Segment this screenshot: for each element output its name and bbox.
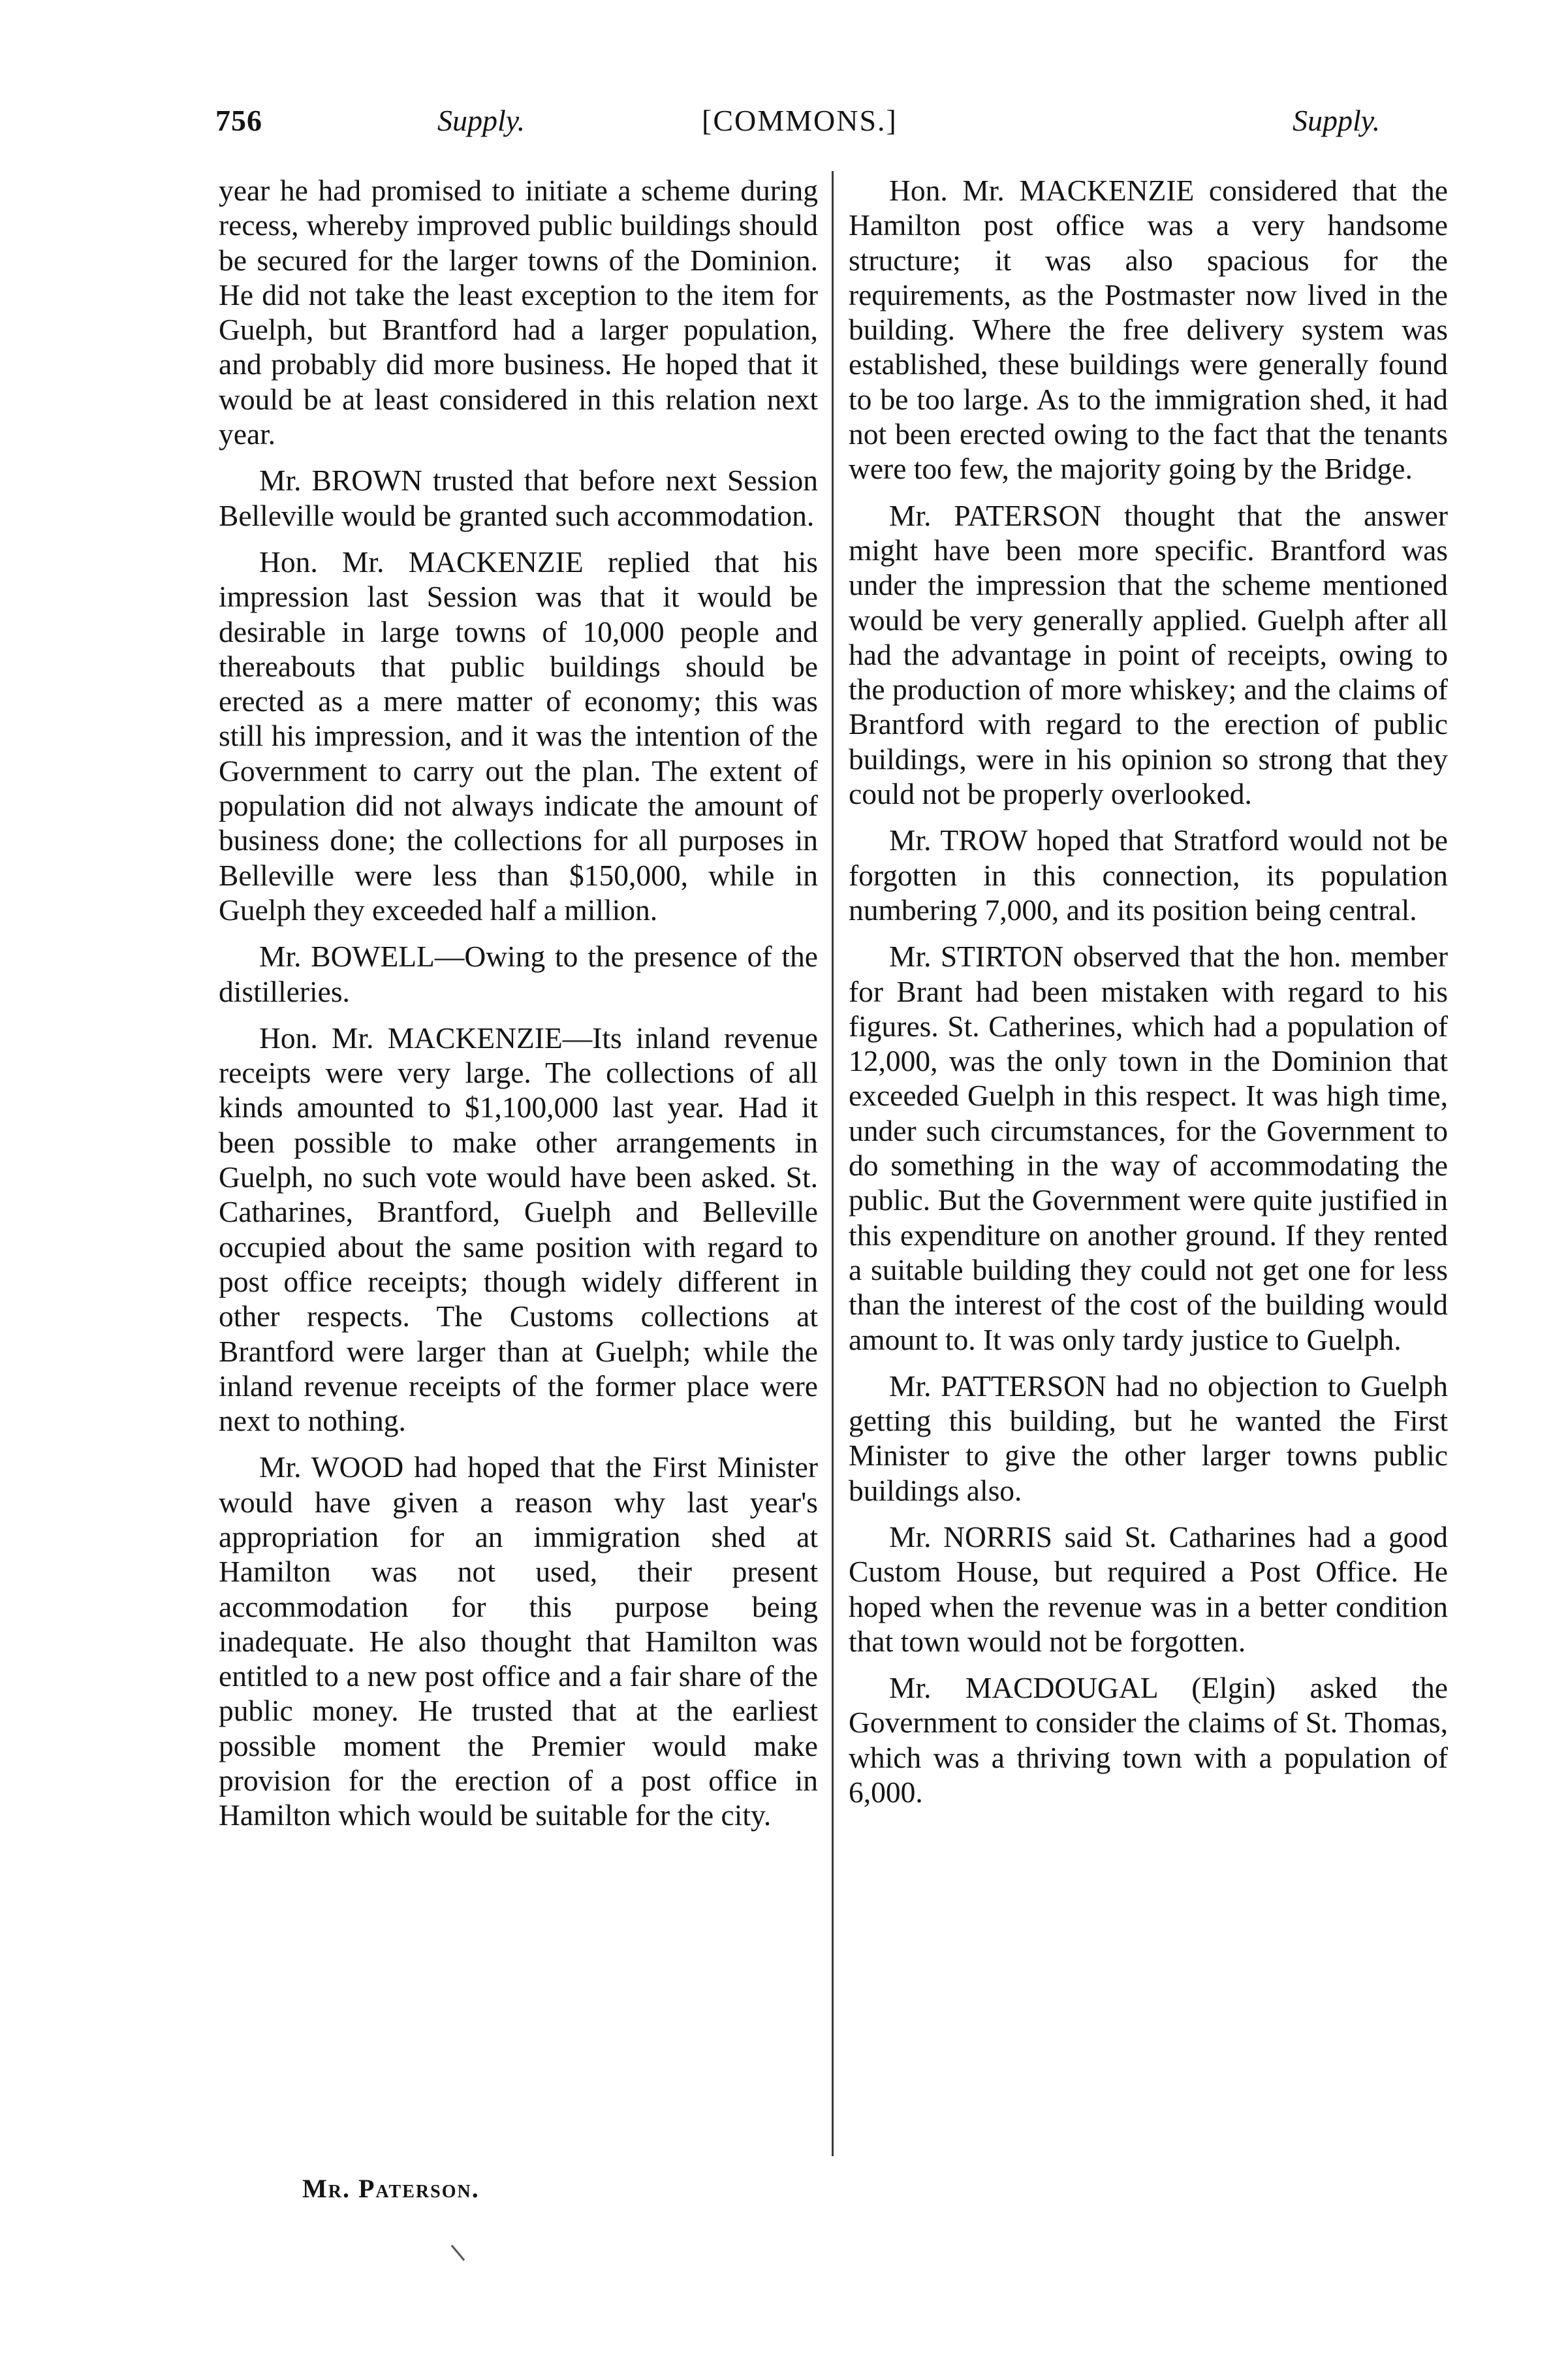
paragraph: Mr. WOOD had hoped that the First Minister would have given a reason why last year's appropriation for an immigration shed at Hamilton was not used, their present accommodation for this purpose being inadequate. He also thought that Hamilton was entitled to a new post office and a fair share of the public money. He trusted that at the earliest possible moment the Premier would make provision for the erection of a post office in Hamilton which would be suitable for the city. (219, 1450, 818, 1832)
paragraph: Mr. PATERSON thought that the answer might have been more specific. Brantford was under the impression that the scheme mentioned would be very generally applied. Guelph after all had the advantage in point of receipts, owing to the production of more whiskey; and the claims of Brantford with regard to the erection of public buildings, were in his opinion so strong that they could not be properly overlooked. (849, 498, 1448, 811)
paragraph: Mr. PATTERSON had no objection to Guelph getting this building, but he wanted the First Minister to give the other larger towns public buildings also. (849, 1369, 1448, 1507)
page-number: 756 (215, 104, 262, 137)
left-running-title: Supply. (437, 104, 525, 137)
paragraph: Mr. TROW hoped that Stratford would not be forgotten in this connection, its population numbering 7,000, and its position being central. (849, 823, 1448, 927)
right-column (849, 173, 1448, 1821)
stray-mark (451, 2245, 465, 2261)
left-column (219, 173, 818, 1845)
paragraph: year he had promised to initiate a scheme during recess, whereby improved public buildings should be secured for the larger towns of the Dominion. He did not take the least exception to the item for Guelph, but Brantford had a larger population, and probably did more business. He hoped that it would be at least considered in this relation next year. (219, 174, 818, 451)
center-running-title: [COMMONS.] (702, 104, 898, 137)
paragraph: Hon. Mr. MACKENZIE—Its inland revenue receipts were very large. The collections of all kinds amounted to $1,100,000 last year. Had it been possible to make other arrangements in Guelph, no such vote would have been asked. St. Catharines, Brantford, Guelph and Belleville occupied about the same position with regard to post office receipts; though widely different in other respects. The Customs collections at Brantford were larger than at Guelph; while the inland revenue receipts of the former place were next to nothing. (219, 1021, 818, 1438)
paragraph: Mr. MACDOUGAL (Elgin) asked the Government to consider the claims of St. Thomas, which was a thriving town with a population of 6,000. (849, 1671, 1448, 1809)
footer-signature: Mr. Paterson. (302, 2174, 480, 2203)
paragraph: Hon. Mr. MACKENZIE replied that his impression last Session was that it would be desirable in large towns of 10,000 people and thereabouts that public buildings should be erected as a mere matter of economy; this was still his impression, and it was the intention of the Government to carry out the plan. The extent of population did not always indicate the amount of business done; the collections for all purposes in Belleville were less than $150,000, while in Guelph they exceeded half a million. (219, 545, 818, 927)
paragraph: Mr. BOWELL—Owing to the presence of the distilleries. (219, 940, 818, 1008)
column-divider (832, 171, 834, 2156)
paragraph: Mr. STIRTON observed that the hon. member for Brant had been mistaken with regard to his figures. St. Catherines, which had a population of 12,000, was the only town in the Dominion that exceeded Guelph in this respect. It was high time, under such circumstances, for the Government to do something in the way of accommodating the public. But the Government were quite justified in this expenditure on another ground. If they rented a suitable building they could not get one for less than the interest of the cost of the building would amount to. It was only tardy justice to Guelph. (849, 940, 1448, 1356)
right-running-title: Supply. (1293, 104, 1381, 137)
paragraph: Mr. BROWN trusted that before next Session Belleville would be granted such accommodation. (219, 464, 818, 532)
running-head (215, 98, 1443, 144)
paragraph: Hon. Mr. MACKENZIE considered that the Hamilton post office was a very handsome structure; it was also spacious for the requirements, as the Postmaster now lived in the building. Where the free delivery system was established, these buildings were generally found to be too large. As to the immigration shed, it had not been erected owing to the fact that the tenants were too few, the majority going by the Bridge. (849, 174, 1448, 486)
paragraph: Mr. NORRIS said St. Catharines had a good Custom House, but required a Post Office. He hoped when the revenue was in a better condition that town would not be forgotten. (849, 1520, 1448, 1658)
